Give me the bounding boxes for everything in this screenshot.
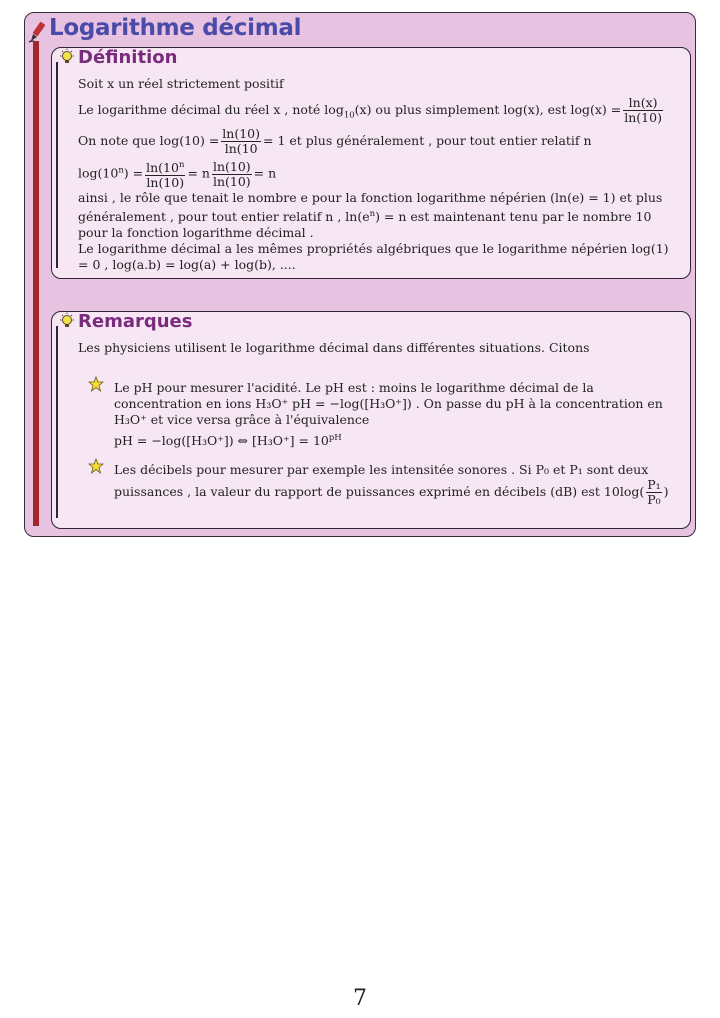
definition-text [78,76,682,273]
definition-paragraph: ainsi , le rôle que tenait le nombre e pour la fonction logarithme népérien (ln(e) = 1) et plus généralement , pour tout entier relatif n , $\ln(e^n) = n$ est maintenant tenu par le nombre 10 pour la fonction logarithme décimal . [78,190,663,241]
definition-line2: Le logarithme décimal du réel x , noté $\log_{10}(x)$ ou plus simplement log(x), est log(x) = $\frac{\ln(x)}{\ln(10)}$ [78,95,662,125]
definition-line4: $\log(10^n)$ = $\frac{\ln(10^n}{\ln(10)}$ = n $\frac{\ln(10)}{\ln(10)}$ = n [78,158,277,191]
star-icon [88,376,104,392]
remarques-heading: Remarques [58,311,192,332]
remarques-box [51,311,691,529]
definition-heading: Définition [58,47,177,68]
red-bar [33,41,39,526]
definition-line3: On note que log(10) = $\frac{\ln(10)}{\ln(10}$ = 1 et plus généralement , pour tout entier relatif n [78,126,592,156]
page-number: 7 [353,986,367,1011]
section-frame [24,12,696,537]
remarque-item-db: Les décibels pour mesurer par exemple les intensitée sonores . Si P₀ et P₁ sont deux puissances , la valeur du rapport de puissances exprimé en décibels (dB) est 10log( $\frac{\text{P₁}}{\text{P₀}}$ ) [114,462,669,507]
lightbulb-icon [58,312,76,332]
remarque-item-ph: Le pH pour mesurer l'acidité. Le pH est : moins le logarithme décimal de la concentration en ions H₃O⁺ pH = −log([H₃O⁺]) . On passe du pH à la concentration en H₃O⁺ et vice versa grâce à l'équivalence pH = −log([H₃O⁺]) ⇔ $[H_3O^+] = 10^{pH}$ [114,380,663,449]
definition-line1: Soit x un réel strictement positif [78,76,284,91]
remarques-intro: Les physiciens utilisent le logarithme décimal dans différentes situations. Citons [78,340,590,355]
lightbulb-icon [58,48,76,68]
definition-paragraph2: Le logarithme décimal a les mêmes propriétés algébriques que le logarithme népérien log(1) = 0 , log(a.b) = log(a) + log(b), .... [78,241,669,273]
fraction: $\frac{\ln(x)}{\ln(10)}$ [624,95,662,125]
pencil-icon [27,21,49,43]
page-title: Logarithme décimal [49,15,302,41]
star-icon [88,458,104,474]
definition-box [51,47,691,279]
